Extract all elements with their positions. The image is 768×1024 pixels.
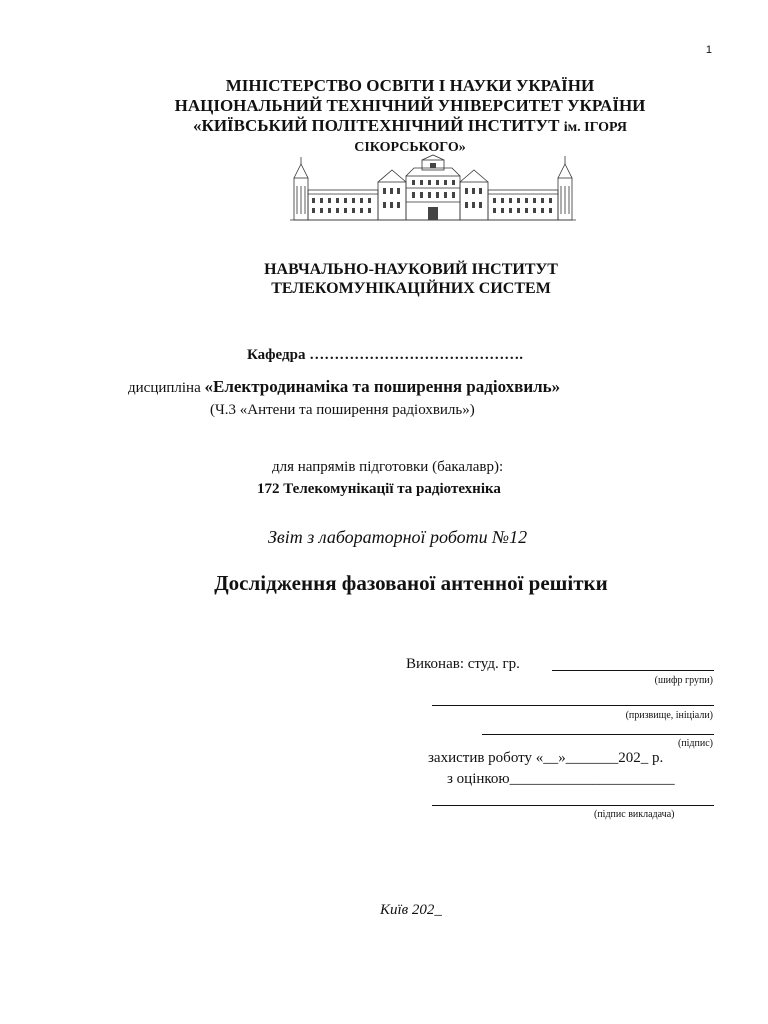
student-name-line (432, 705, 714, 706)
institute-name-end: СІКОРСЬКОГО» (354, 140, 466, 155)
discipline-part: (Ч.3 «Антени та поширення радіохвиль») (210, 402, 475, 418)
institute-name-suffix: ім. ІГОРЯ (563, 120, 627, 135)
institute-block (0, 260, 768, 298)
institute-name-line (150, 116, 670, 138)
specialty: 172 Телекомунікації та радіотехніка (257, 481, 501, 497)
grade-line: з оцінкою______________________ (447, 771, 675, 787)
group-code-line (552, 670, 714, 671)
topic-title: Дослідження фазованої антенної решітки (214, 571, 608, 595)
institute-name: «КИЇВСЬКИЙ ПОЛІТЕХНІЧНИЙ ІНСТИТУТ (193, 116, 564, 135)
student-signature-caption: (підпис) (677, 738, 713, 749)
student-signature-line (482, 734, 714, 735)
teacher-signature-line (432, 805, 714, 806)
ministry-title: МІНІСТЕРСТВО ОСВІТИ І НАУКИ УКРАЇНИ (225, 76, 595, 95)
institute-title-line1: НАВЧАЛЬНО-НАУКОВИЙ ІНСТИТУТ (264, 261, 558, 278)
discipline-name: «Електродинаміка та поширення радіохвиль» (204, 377, 561, 396)
department-label: Кафедра ……………………………………. (247, 347, 523, 363)
directions-label: для напрямів підготовки (бакалавр): (272, 459, 504, 475)
institute-title-line2: ТЕЛЕКОМУНІКАЦІЙНИХ СИСТЕМ (271, 280, 551, 297)
report-title: Звіт з лабораторної роботи №12 (268, 527, 528, 547)
group-code-caption: (шифр групи) (654, 675, 713, 686)
university-building-icon (290, 154, 576, 224)
done-by-label: Виконав: студ. гр. (406, 656, 520, 672)
discipline-label: дисципліна (128, 380, 205, 396)
ministry-header (150, 76, 670, 158)
university-title: НАЦІОНАЛЬНИЙ ТЕХНІЧНИЙ УНІВЕРСИТЕТ УКРАЇНИ (174, 96, 646, 115)
defended-line: захистив роботу «__»_______202_ р. (428, 750, 664, 766)
discipline-line (128, 377, 560, 397)
city-year: Київ 202_ (380, 902, 442, 918)
page-number: 1 (705, 44, 712, 56)
student-name-caption: (призвище, ініціали) (625, 710, 713, 721)
teacher-signature-caption: (підпис викладача) (594, 809, 675, 820)
